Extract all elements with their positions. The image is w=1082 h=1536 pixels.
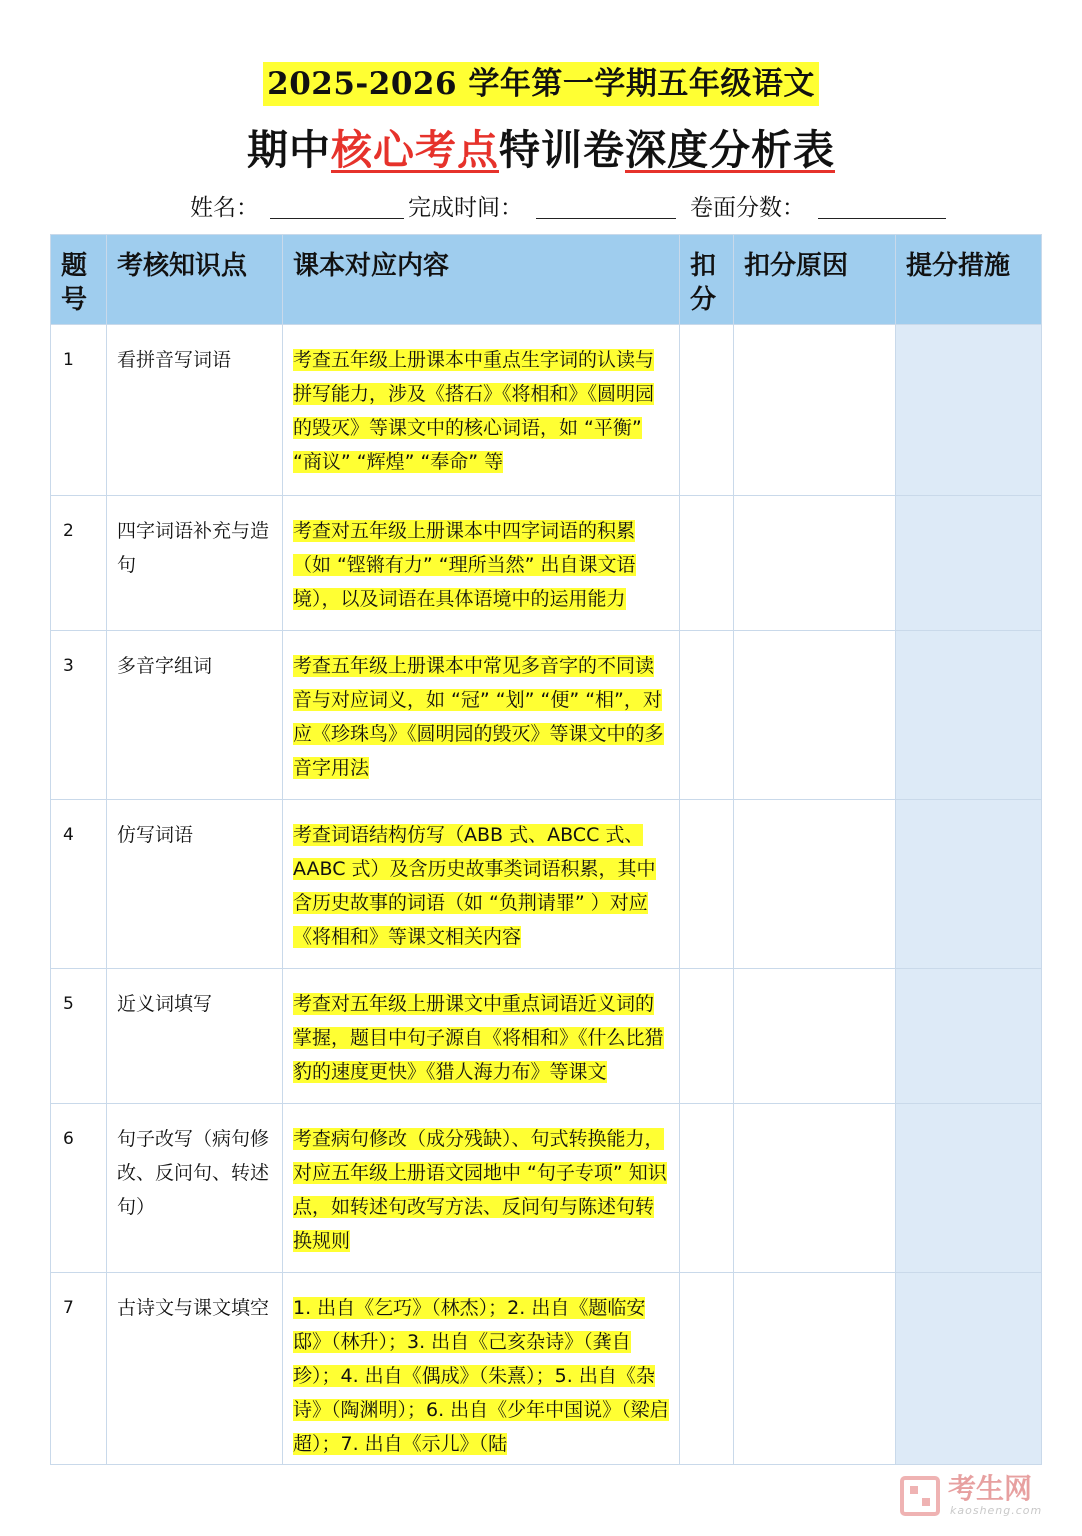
row-deduct[interactable] [680, 800, 734, 969]
table-row [51, 325, 1042, 496]
table-row [51, 496, 1042, 631]
row-reason[interactable] [734, 969, 896, 1104]
row-content-cell [283, 325, 680, 496]
row-content-cell [283, 631, 680, 800]
table-row [51, 800, 1042, 969]
row-knowledge: 句子改写（病句修改、反问句、转述句） [107, 1104, 283, 1273]
row-deduct[interactable] [680, 969, 734, 1104]
row-measure[interactable] [896, 800, 1042, 969]
score-blank[interactable] [818, 218, 946, 219]
row-measure[interactable] [896, 1273, 1042, 1465]
table-row [51, 1273, 1042, 1465]
header-deduct: 扣分 [680, 235, 734, 325]
row-deduct[interactable] [680, 631, 734, 800]
row-deduct[interactable] [680, 496, 734, 631]
row-reason[interactable] [734, 800, 896, 969]
row-reason[interactable] [734, 496, 896, 631]
row-measure[interactable] [896, 631, 1042, 800]
row-measure[interactable] [896, 496, 1042, 631]
title-line2-part2: 特训卷 [499, 126, 625, 174]
row-measure[interactable] [896, 325, 1042, 496]
title-line2-under: 深度分析表 [625, 126, 835, 174]
header-num: 题号 [51, 235, 107, 325]
title-line2-red: 核心考点 [331, 126, 499, 174]
row-content-cell [283, 496, 680, 631]
row-knowledge: 多音字组词 [107, 631, 283, 800]
info-row [190, 188, 970, 228]
name-label: 姓名： [190, 195, 259, 221]
name-blank[interactable] [270, 218, 404, 219]
row-measure[interactable] [896, 969, 1042, 1104]
row-knowledge: 近义词填写 [107, 969, 283, 1104]
time-blank[interactable] [536, 218, 676, 219]
watermark-text: 考生网 [948, 1472, 1033, 1505]
row-num: 6 [51, 1104, 107, 1273]
row-deduct[interactable] [680, 1273, 734, 1465]
row-knowledge: 四字词语补充与造句 [107, 496, 283, 631]
row-num: 3 [51, 631, 107, 800]
row-reason[interactable] [734, 325, 896, 496]
header-measure: 提分措施 [896, 235, 1042, 325]
table-row [51, 631, 1042, 800]
kaosheng-logo-icon [898, 1474, 942, 1518]
analysis-table [50, 234, 1042, 1465]
row-deduct[interactable] [680, 1104, 734, 1273]
title-line1: 2025-2026 学年第一学期五年级语文 [263, 62, 819, 106]
row-content: 考查五年级上册课本中常见多音字的不同读音与对应词义，如 “冠” “划” “便” “相”，对应《珍珠鸟》《圆明园的毁灭》等课文中的多音字用法 [293, 655, 664, 779]
header-content: 课本对应内容 [283, 235, 680, 325]
row-num: 4 [51, 800, 107, 969]
row-content: 考查对五年级上册课文中重点词语近义词的掌握，题目中句子源自《将相和》《什么比猎豹的速度更快》《猎人海力布》等课文 [293, 993, 664, 1083]
row-num: 5 [51, 969, 107, 1104]
row-num: 7 [51, 1273, 107, 1465]
table-row [51, 969, 1042, 1104]
row-content: 考查病句修改（成分残缺）、句式转换能力，对应五年级上册语文园地中 “句子专项” 知识点，如转述句改写方法、反问句与陈述句转换规则 [293, 1128, 667, 1252]
row-content-cell [283, 969, 680, 1104]
row-knowledge: 仿写词语 [107, 800, 283, 969]
row-content: 考查词语结构仿写（ABB 式、ABCC 式、AABC 式）及含历史故事类词语积累，其中含历史故事的词语（如 “负荆请罪” ）对应《将相和》等课文相关内容 [293, 824, 656, 948]
watermark [898, 1474, 1058, 1518]
title-line2-part1: 期中 [247, 126, 331, 174]
score-label: 卷面分数： [690, 195, 805, 221]
header-reason: 扣分原因 [734, 235, 896, 325]
row-reason[interactable] [734, 1273, 896, 1465]
row-content: 1. 出自《乞巧》（林杰）；2. 出自《题临安邸》（林升）；3. 出自《己亥杂诗》（龚自珍）；4. 出自《偶成》（朱熹）；5. 出自《杂诗》（陶渊明）；6. 出自《少年中国说》（梁启超）；7. 出自《示儿》（陆 [293, 1297, 669, 1455]
table-header-row [51, 235, 1042, 325]
row-num: 1 [51, 325, 107, 496]
table-row [51, 1104, 1042, 1273]
row-num: 2 [51, 496, 107, 631]
row-reason[interactable] [734, 1104, 896, 1273]
title-line2 [0, 122, 1082, 178]
watermark-sub: kaosheng.com [950, 1504, 1043, 1517]
row-deduct[interactable] [680, 325, 734, 496]
row-knowledge: 古诗文与课文填空 [107, 1273, 283, 1465]
row-knowledge: 看拼音写词语 [107, 325, 283, 496]
title-line1-wrap [0, 62, 1082, 106]
row-measure[interactable] [896, 1104, 1042, 1273]
row-content: 考查五年级上册课本中重点生字词的认读与拼写能力，涉及《搭石》《将相和》《圆明园的毁灭》等课文中的核心词语，如 “平衡” “商议” “辉煌” “奉命” 等 [293, 349, 655, 473]
row-content-cell [283, 800, 680, 969]
row-reason[interactable] [734, 631, 896, 800]
row-content-cell [283, 1104, 680, 1273]
row-content-cell [283, 1273, 680, 1465]
row-content: 考查对五年级上册课本中四字词语的积累（如 “铿锵有力” “理所当然” 出自课文语境），以及词语在具体语境中的运用能力 [293, 520, 636, 610]
header-knowledge: 考核知识点 [107, 235, 283, 325]
time-label: 完成时间： [408, 195, 523, 221]
